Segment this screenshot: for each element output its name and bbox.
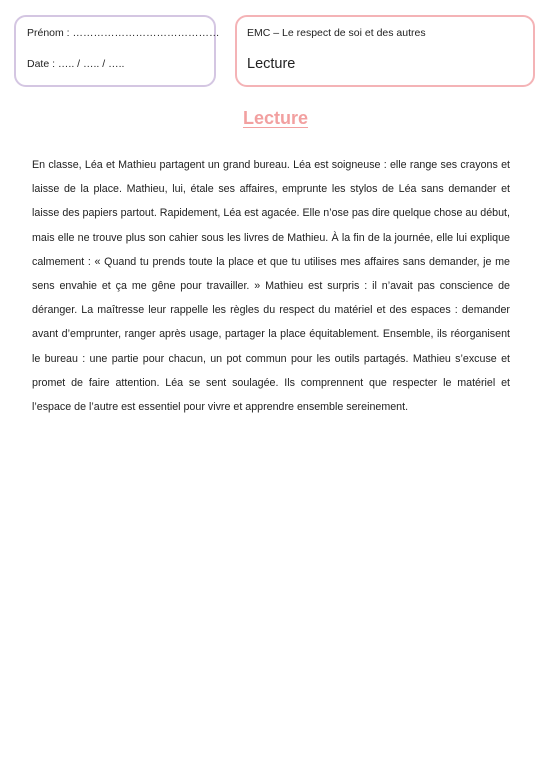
date-field-label: Date : ….. / ….. / ….. [27, 58, 125, 70]
lesson-header-box [235, 15, 535, 87]
reading-passage: En classe, Léa et Mathieu partagent un grand bureau. Léa est soigneuse : elle range ses crayons et laisse de la place. Mathieu, lui, étale ses affaires, emprunte les stylos de Léa sans demander et laisse des papiers partout. Rapidement, Léa est agacée. Elle n’ose pas dire quelque chose au début, mais elle ne trouve plus son cahier sous les livres de Mathieu. À la fin de la journée, elle lui explique calmement : « Quand tu prends toute la place et que tu utilises mes affaires sans demander, je me sens envahie et ça me gêne pour travailler. » Mathieu est surpris : il n’avait pas conscience de déranger. La maîtresse leur rappelle les règles du respect du matériel et des espaces : demander avant d’emprunter, ranger après usage, partager la place équitablement. Ensemble, ils réorganisent le bureau : une partie pour chacun, un pot commun pour les outils partagés. Mathieu s’excuse et promet de faire attention. Léa se sent soulagée. Ils comprennent que respecter le matériel et l’espace de l’autre est essentiel pour vivre et apprendre ensemble sereinement. [32, 159, 510, 414]
page-title-container [0, 108, 551, 129]
lesson-subtitle: Lecture [247, 56, 296, 72]
subject-title: EMC – Le respect de soi et des autres [247, 27, 426, 39]
first-name-field-label: Prénom : …………………………………… [27, 27, 220, 39]
student-info-box [14, 15, 220, 87]
page-title: Lecture [242, 108, 309, 128]
